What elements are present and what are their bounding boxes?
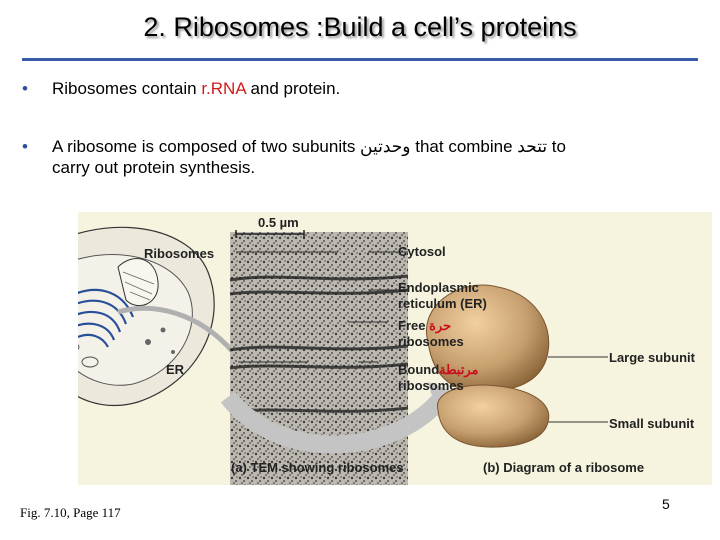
bound-word: Bound (398, 362, 440, 377)
arabic-combine: تتحد (517, 137, 548, 156)
slide-title: 2. Ribosomes :Build a cell’s proteins (143, 12, 577, 42)
bound-arabic: مرتبطة (439, 362, 479, 377)
bullet-dot: • (22, 137, 28, 156)
free-word: Free (398, 318, 426, 333)
er-label: ER (166, 362, 185, 377)
bullet-1-text: Ribosomes contain (52, 79, 202, 98)
free-ribosomes-line-2: ribosomes (398, 334, 464, 349)
figure-caption: Fig. 7.10, Page 117 (20, 505, 121, 520)
rrna-highlight: r.RNA (201, 79, 246, 98)
er-line-1: Endoplasmic (398, 280, 479, 295)
cytosol-label: Cytosol (398, 244, 446, 259)
bullet-2 (22, 136, 566, 178)
bullet-dot: • (22, 79, 28, 98)
panel-b-caption: (b) Diagram of a ribosome (483, 460, 645, 475)
small-subunit-label: Small subunit (609, 416, 695, 431)
bullet-2-line-2: carry out protein synthesis. (52, 158, 256, 177)
bound-ribosomes-label (398, 362, 478, 377)
bound-ribosomes-line-2: ribosomes (398, 378, 464, 393)
free-arabic: حرة (429, 318, 452, 333)
er-line-2: reticulum (ER) (398, 296, 487, 311)
ribosome-figure (78, 212, 712, 485)
page-number: 5 (662, 496, 670, 512)
title-divider (22, 58, 698, 61)
scale-bar-label: 0.5 µm (258, 215, 299, 230)
ribosomes-label: Ribosomes (144, 246, 215, 261)
bullet-2-text-end: to (551, 137, 566, 156)
bullet-1-text-end: and protein. (250, 79, 341, 98)
panel-a-caption: (a) TEM showing ribosomes (231, 460, 404, 475)
free-ribosomes-label (398, 318, 451, 333)
bullet-1 (22, 78, 341, 99)
large-subunit-label: Large subunit (609, 350, 695, 365)
arabic-subunits: وحدتين (360, 137, 411, 156)
bullet-2-text-mid: that combine (415, 137, 518, 156)
bullet-2-text: A ribosome is composed of two subunits (52, 137, 361, 156)
